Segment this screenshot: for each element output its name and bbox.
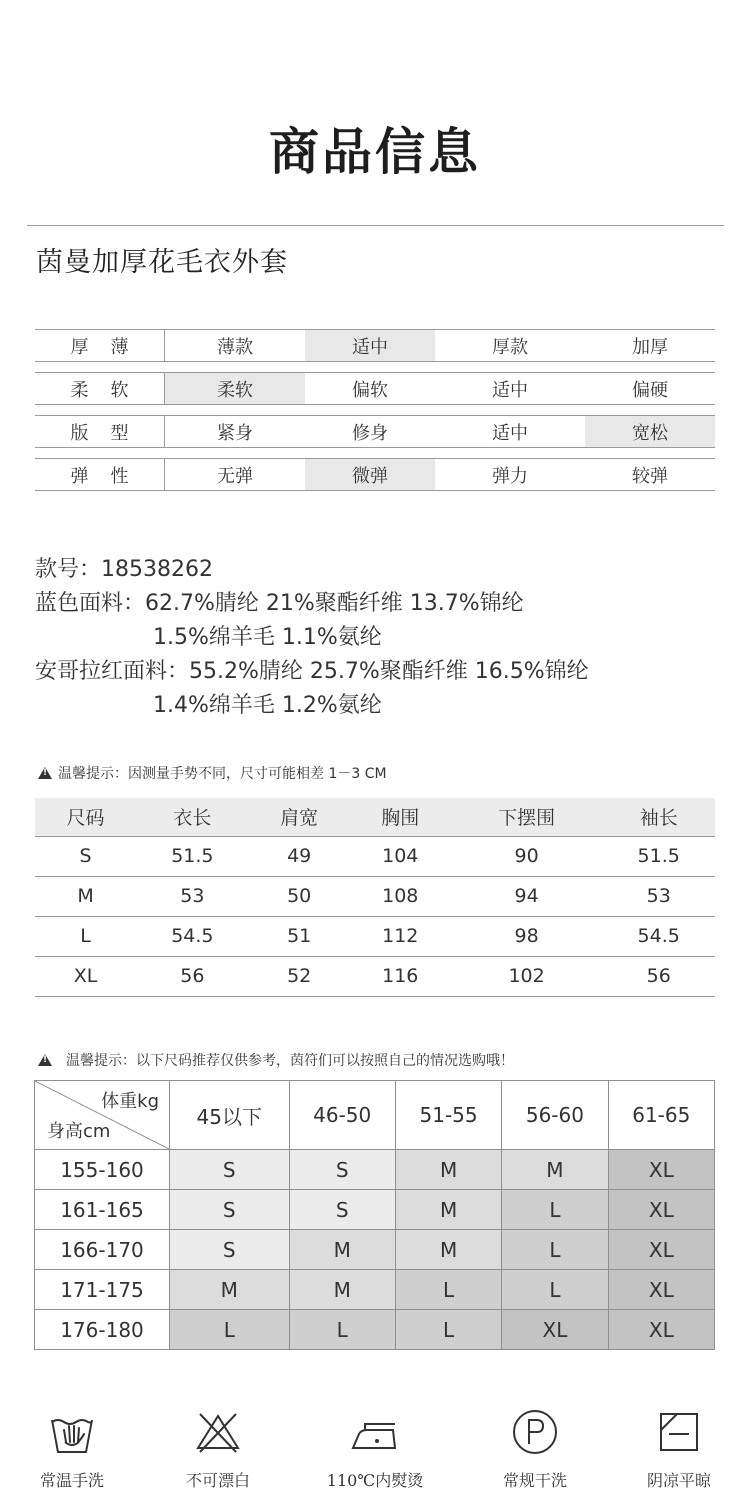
- size-cell: 108: [350, 876, 451, 916]
- size-cell: 54.5: [136, 916, 249, 956]
- dry-flat-shade-icon: [655, 1408, 703, 1456]
- size-cell: S: [35, 836, 136, 876]
- size-cell: L: [502, 1270, 608, 1310]
- size-cell: XL: [608, 1150, 714, 1190]
- attr-row-elasticity: [35, 458, 715, 491]
- table-row: [35, 1270, 715, 1310]
- style-number: 款号：18538262: [35, 557, 213, 582]
- attr-option: 偏软: [352, 379, 388, 401]
- diagonal-header-cell: [35, 1081, 170, 1150]
- attr-label: 柔软: [35, 373, 165, 404]
- table-row: [35, 1230, 715, 1270]
- attr-option: 适中: [492, 379, 528, 401]
- size-cell: 112: [350, 916, 451, 956]
- size-cell: 116: [350, 956, 451, 996]
- weight-header: 45以下: [170, 1081, 290, 1150]
- attr-label: 弹性: [35, 459, 165, 490]
- attr-option: 无弹: [217, 465, 253, 487]
- warning-icon: [38, 1054, 52, 1066]
- warning-icon: [38, 767, 52, 779]
- table-row: [35, 876, 715, 916]
- blue-fabric-line1: 蓝色面料：62.7%腈纶 21%聚酯纤维 13.7%锦纶: [35, 591, 524, 616]
- size-cell: 52: [249, 956, 350, 996]
- table-row: [35, 1150, 715, 1190]
- care-label: 110℃内熨烫: [326, 1471, 424, 1490]
- size-cell: S: [170, 1190, 290, 1230]
- blue-fabric-line2: 1.5%绵羊毛 1.1%氨纶: [153, 625, 382, 650]
- care-iron: [315, 1408, 435, 1491]
- iron-icon: [351, 1408, 399, 1456]
- size-header: 肩宽: [249, 798, 350, 836]
- size-cell: M: [395, 1230, 501, 1270]
- recommend-tip: [38, 1050, 514, 1070]
- size-header: 胸围: [350, 798, 451, 836]
- size-cell: 53: [136, 876, 249, 916]
- attr-row-softness: [35, 372, 715, 405]
- size-header: 下摆围: [451, 798, 603, 836]
- care-dry-clean: [475, 1408, 595, 1491]
- size-cell: 54.5: [602, 916, 715, 956]
- size-header: 衣长: [136, 798, 249, 836]
- attr-row-fit: [35, 415, 715, 448]
- care-hand-wash: [12, 1408, 132, 1491]
- size-cell: M: [395, 1190, 501, 1230]
- height-label: 身高cm: [47, 1121, 111, 1142]
- size-cell: M: [170, 1270, 290, 1310]
- care-label: 常温手洗: [39, 1471, 104, 1490]
- attr-option: 修身: [352, 422, 388, 444]
- hand-wash-icon: [48, 1408, 96, 1456]
- attr-option-selected: 适中: [305, 330, 435, 361]
- size-cell: L: [35, 916, 136, 956]
- table-row: [35, 1310, 715, 1350]
- attr-option: 紧身: [217, 422, 253, 444]
- size-cell: 104: [350, 836, 451, 876]
- size-recommend-table: [34, 1080, 715, 1350]
- attr-option: 厚款: [492, 336, 528, 358]
- size-cell: S: [170, 1230, 290, 1270]
- measurement-tip: [38, 763, 387, 783]
- size-cell: L: [502, 1190, 608, 1230]
- red-fabric-line2: 1.4%绵羊毛 1.2%氨纶: [153, 693, 382, 718]
- attr-option: 适中: [492, 422, 528, 444]
- height-cell: 176-180: [35, 1310, 170, 1350]
- weight-header: 46-50: [289, 1081, 395, 1150]
- attr-row-thickness: [35, 329, 715, 362]
- size-cell: XL: [608, 1230, 714, 1270]
- size-cell: M: [35, 876, 136, 916]
- size-cell: 90: [451, 836, 603, 876]
- size-table: [35, 798, 715, 997]
- care-label: 阴凉平晾: [646, 1471, 711, 1490]
- size-cell: 98: [451, 916, 603, 956]
- size-cell: 102: [451, 956, 603, 996]
- weight-header: 56-60: [502, 1081, 608, 1150]
- table-row: [35, 916, 715, 956]
- size-cell: XL: [608, 1270, 714, 1310]
- no-bleach-icon: [194, 1408, 242, 1456]
- table-row: [35, 956, 715, 996]
- size-cell: M: [289, 1270, 395, 1310]
- size-cell: S: [170, 1150, 290, 1190]
- size-cell: M: [502, 1150, 608, 1190]
- size-cell: S: [289, 1150, 395, 1190]
- size-cell: 53: [602, 876, 715, 916]
- attr-option: 弹力: [492, 465, 528, 487]
- weight-label: 体重kg: [101, 1091, 159, 1112]
- dry-clean-icon: [511, 1408, 559, 1456]
- attr-label: 版型: [35, 416, 165, 447]
- attr-option: 加厚: [632, 336, 668, 358]
- table-row: [35, 836, 715, 876]
- size-cell: M: [289, 1230, 395, 1270]
- height-cell: 161-165: [35, 1190, 170, 1230]
- size-cell: L: [395, 1270, 501, 1310]
- size-cell: 94: [451, 876, 603, 916]
- table-row: [35, 1190, 715, 1230]
- height-cell: 155-160: [35, 1150, 170, 1190]
- material-info: [35, 553, 589, 723]
- size-cell: 51.5: [136, 836, 249, 876]
- weight-header: 61-65: [608, 1081, 714, 1150]
- attr-option: 薄款: [217, 336, 253, 358]
- care-label: 不可漂白: [185, 1471, 250, 1490]
- size-cell: M: [395, 1150, 501, 1190]
- size-header: 袖长: [602, 798, 715, 836]
- attr-option-selected: 柔软: [165, 373, 305, 404]
- care-dry-flat-shade: [619, 1408, 739, 1491]
- attr-option: 偏硬: [632, 379, 668, 401]
- attr-option: 较弹: [632, 465, 668, 487]
- size-cell: 51.5: [602, 836, 715, 876]
- tip-text: 温馨提示：因测量手势不同，尺寸可能相差 1－3 CM: [58, 766, 387, 782]
- attribute-table: [35, 329, 715, 501]
- size-cell: L: [170, 1310, 290, 1350]
- tip-text: 温馨提示：以下尺码推荐仅供参考，茵符们可以按照自己的情况选购哦！: [66, 1053, 514, 1069]
- height-cell: 171-175: [35, 1270, 170, 1310]
- size-cell: 49: [249, 836, 350, 876]
- product-name: 茵曼加厚花毛衣外套: [36, 247, 288, 278]
- size-cell: L: [289, 1310, 395, 1350]
- height-cell: 166-170: [35, 1230, 170, 1270]
- care-label: 常规干洗: [502, 1471, 567, 1490]
- size-cell: 51: [249, 916, 350, 956]
- weight-header: 51-55: [395, 1081, 501, 1150]
- title-divider: [27, 225, 724, 226]
- attr-option-selected: 宽松: [585, 416, 715, 447]
- care-no-bleach: [158, 1408, 278, 1491]
- size-cell: L: [395, 1310, 501, 1350]
- page-title: 商品信息: [269, 122, 481, 181]
- red-fabric-line1: 安哥拉红面料：55.2%腈纶 25.7%聚酯纤维 16.5%锦纶: [35, 659, 589, 684]
- size-cell: XL: [608, 1310, 714, 1350]
- size-cell: 50: [249, 876, 350, 916]
- size-cell: S: [289, 1190, 395, 1230]
- size-cell: 56: [602, 956, 715, 996]
- size-cell: L: [502, 1230, 608, 1270]
- attr-label: 厚薄: [35, 330, 165, 361]
- size-cell: XL: [502, 1310, 608, 1350]
- size-header: 尺码: [35, 798, 136, 836]
- size-cell: XL: [608, 1190, 714, 1230]
- attr-option-selected: 微弹: [305, 459, 435, 490]
- size-cell: XL: [35, 956, 136, 996]
- size-cell: 56: [136, 956, 249, 996]
